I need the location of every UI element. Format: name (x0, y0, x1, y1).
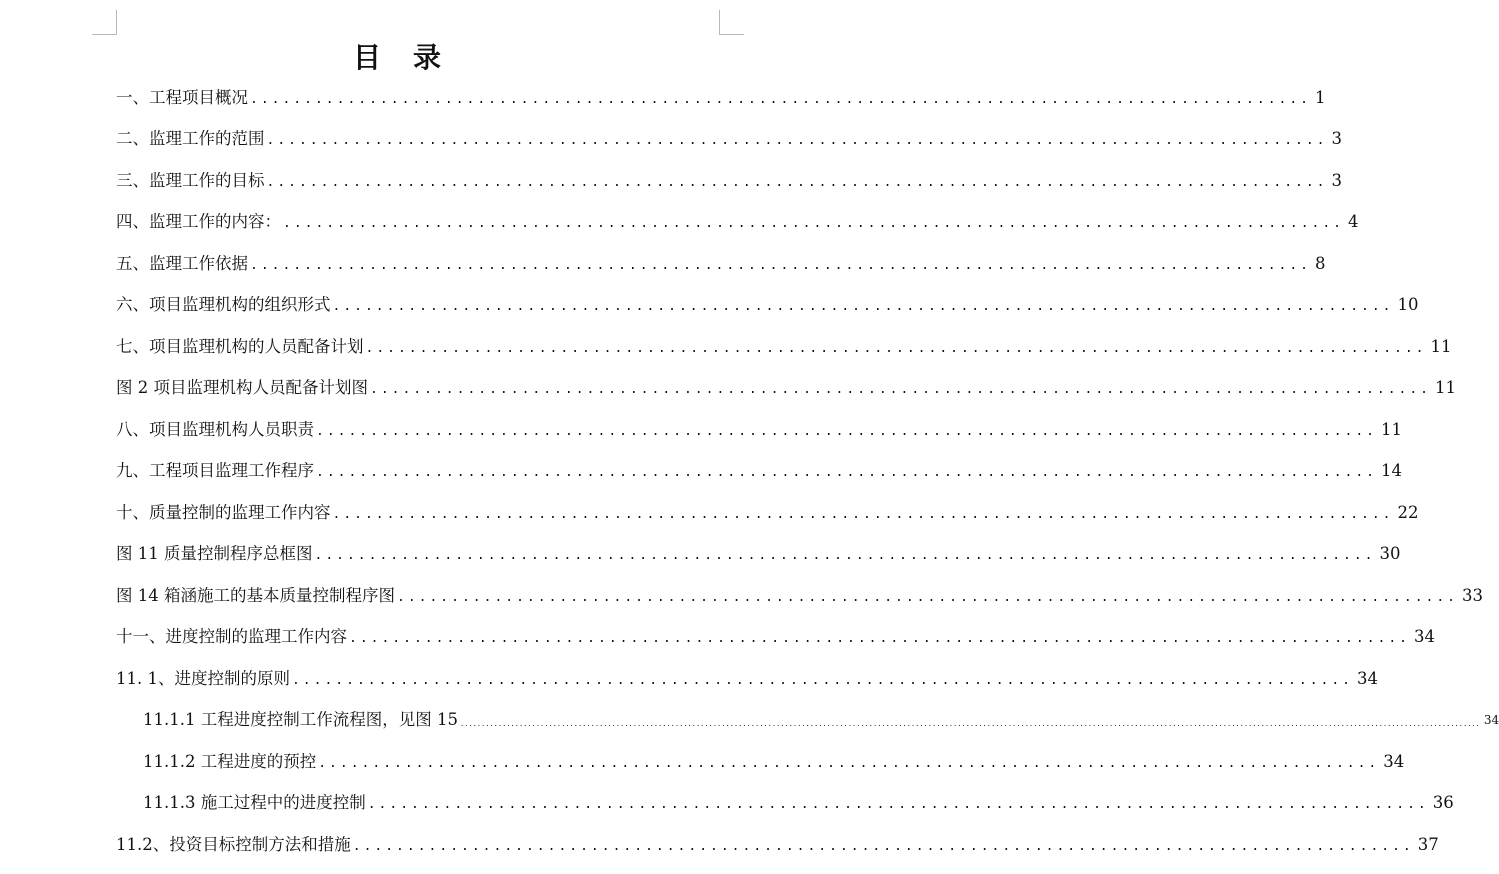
toc-dot-leader: .................................................................................................. (370, 382, 1432, 397)
toc-entry[interactable] (143, 749, 1405, 775)
toc-entry-title: 11.1.1 工程进度控制工作流程图，见图 15 (143, 710, 458, 729)
toc-entry[interactable] (116, 292, 1419, 318)
toc-dot-leader: .................................................................................................. (367, 797, 1429, 812)
toc-dot-leader: .................................................................................................. (352, 839, 1414, 854)
toc-entry[interactable] (116, 334, 1452, 360)
toc-entry[interactable] (116, 500, 1419, 526)
toc-page-number: 30 (1379, 544, 1401, 563)
toc-dot-leader: .................................................................................................. (316, 424, 1378, 439)
toc-entry[interactable] (116, 417, 1403, 443)
toc-entry-title: 十一、进度控制的监理工作内容 (116, 627, 347, 646)
toc-dot-leader: .................................................................................................. (266, 133, 1328, 148)
toc-dot-leader: .................................................................................................. (365, 341, 1427, 356)
toc-entry[interactable] (143, 790, 1454, 816)
toc-page-number: 11 (1435, 378, 1457, 397)
toc-dot-leader: .................................................................................................. (332, 507, 1394, 522)
toc-dot-leader: .................................................................................................................................................................................................................................................. (459, 720, 1480, 728)
toc-dot-leader: .................................................................................................. (332, 299, 1394, 314)
toc-page-number: 37 (1417, 835, 1439, 854)
toc-page-number: 33 (1462, 586, 1484, 605)
toc-page-number: 10 (1397, 295, 1419, 314)
toc-entry[interactable] (116, 85, 1326, 111)
toc-dot-leader: .................................................................................................. (283, 216, 1345, 231)
toc-entry[interactable] (116, 541, 1401, 567)
toc-entry-title: 四、监理工作的内容： (116, 212, 281, 231)
toc-dot-leader: .................................................................................................. (250, 258, 1312, 273)
toc-entry-title: 三、监理工作的目标 (116, 171, 265, 190)
toc-dot-leader: .................................................................................................. (250, 92, 1312, 107)
toc-page-number: 14 (1381, 461, 1403, 480)
toc-entry-title: 11.1.3 施工过程中的进度控制 (143, 793, 366, 812)
toc-entry[interactable] (116, 666, 1378, 692)
toc-entry-title: 11.2、投资目标控制方法和措施 (116, 835, 351, 854)
toc-page-number: 3 (1331, 171, 1343, 190)
toc-page-number: 22 (1397, 503, 1419, 522)
toc-entry-title: 六、项目监理机构的组织形式 (116, 295, 331, 314)
toc-entry-title: 五、监理工作依据 (116, 254, 248, 273)
toc-entry[interactable] (116, 168, 1343, 194)
toc-entry-title: 八、项目监理机构人员职责 (116, 420, 314, 439)
toc-dot-leader: .................................................................................................. (291, 673, 1353, 688)
toc-dot-leader: .................................................................................................. (266, 175, 1328, 190)
toc-page-number: 4 (1348, 212, 1359, 231)
toc-entry-title: 十、质量控制的监理工作内容 (116, 503, 331, 522)
toc-dot-leader: .................................................................................................. (397, 590, 1459, 605)
toc-entry-title: 九、工程项目监理工作程序 (116, 461, 314, 480)
toc-entry-title: 图 11 质量控制程序总框图 (116, 544, 313, 563)
toc-entry[interactable] (116, 458, 1403, 484)
toc-page-number: 3 (1331, 129, 1343, 148)
toc-entry[interactable] (116, 251, 1326, 277)
toc-page-number: 11 (1381, 420, 1403, 439)
toc-page-number: 34 (1383, 752, 1405, 771)
toc-dot-leader: .................................................................................................. (316, 465, 1378, 480)
toc-entry[interactable] (116, 583, 1484, 609)
toc-page-number: 8 (1315, 254, 1326, 273)
toc-entry[interactable] (116, 624, 1436, 650)
toc-entry[interactable] (116, 832, 1439, 858)
toc-entry[interactable] (116, 375, 1457, 401)
toc-dot-leader: .................................................................................................. (314, 548, 1376, 563)
toc-dot-leader: .................................................................................................. (318, 756, 1380, 771)
toc-entry[interactable] (143, 707, 1499, 733)
toc-page-number: 1 (1315, 88, 1326, 107)
toc-dot-leader: .................................................................................................. (349, 631, 1411, 646)
toc-title: 目 录 (352, 41, 443, 74)
toc-page-number: 36 (1432, 793, 1454, 812)
toc-entry-title: 图 2 项目监理机构人员配备计划图 (116, 378, 368, 397)
toc-entry-title: 一、工程项目概况 (116, 88, 248, 107)
toc-entry[interactable] (116, 209, 1359, 235)
toc-entry-title: 11. 1、进度控制的原则 (116, 669, 290, 688)
toc-entry-title: 二、监理工作的范围 (116, 129, 265, 148)
toc-entry-title: 图 14 箱涵施工的基本质量控制程序图 (116, 586, 395, 605)
toc-entry-title: 11.1.2 工程进度的预控 (143, 752, 317, 771)
toc-page-number: 34 (1414, 627, 1436, 646)
toc-page-number: 34 (1357, 669, 1378, 688)
toc-entry[interactable] (116, 126, 1343, 152)
toc-page-number: 34 (1483, 713, 1499, 727)
toc-entry-title: 七、项目监理机构的人员配备计划 (116, 337, 364, 356)
toc-page-number: 11 (1430, 337, 1452, 356)
